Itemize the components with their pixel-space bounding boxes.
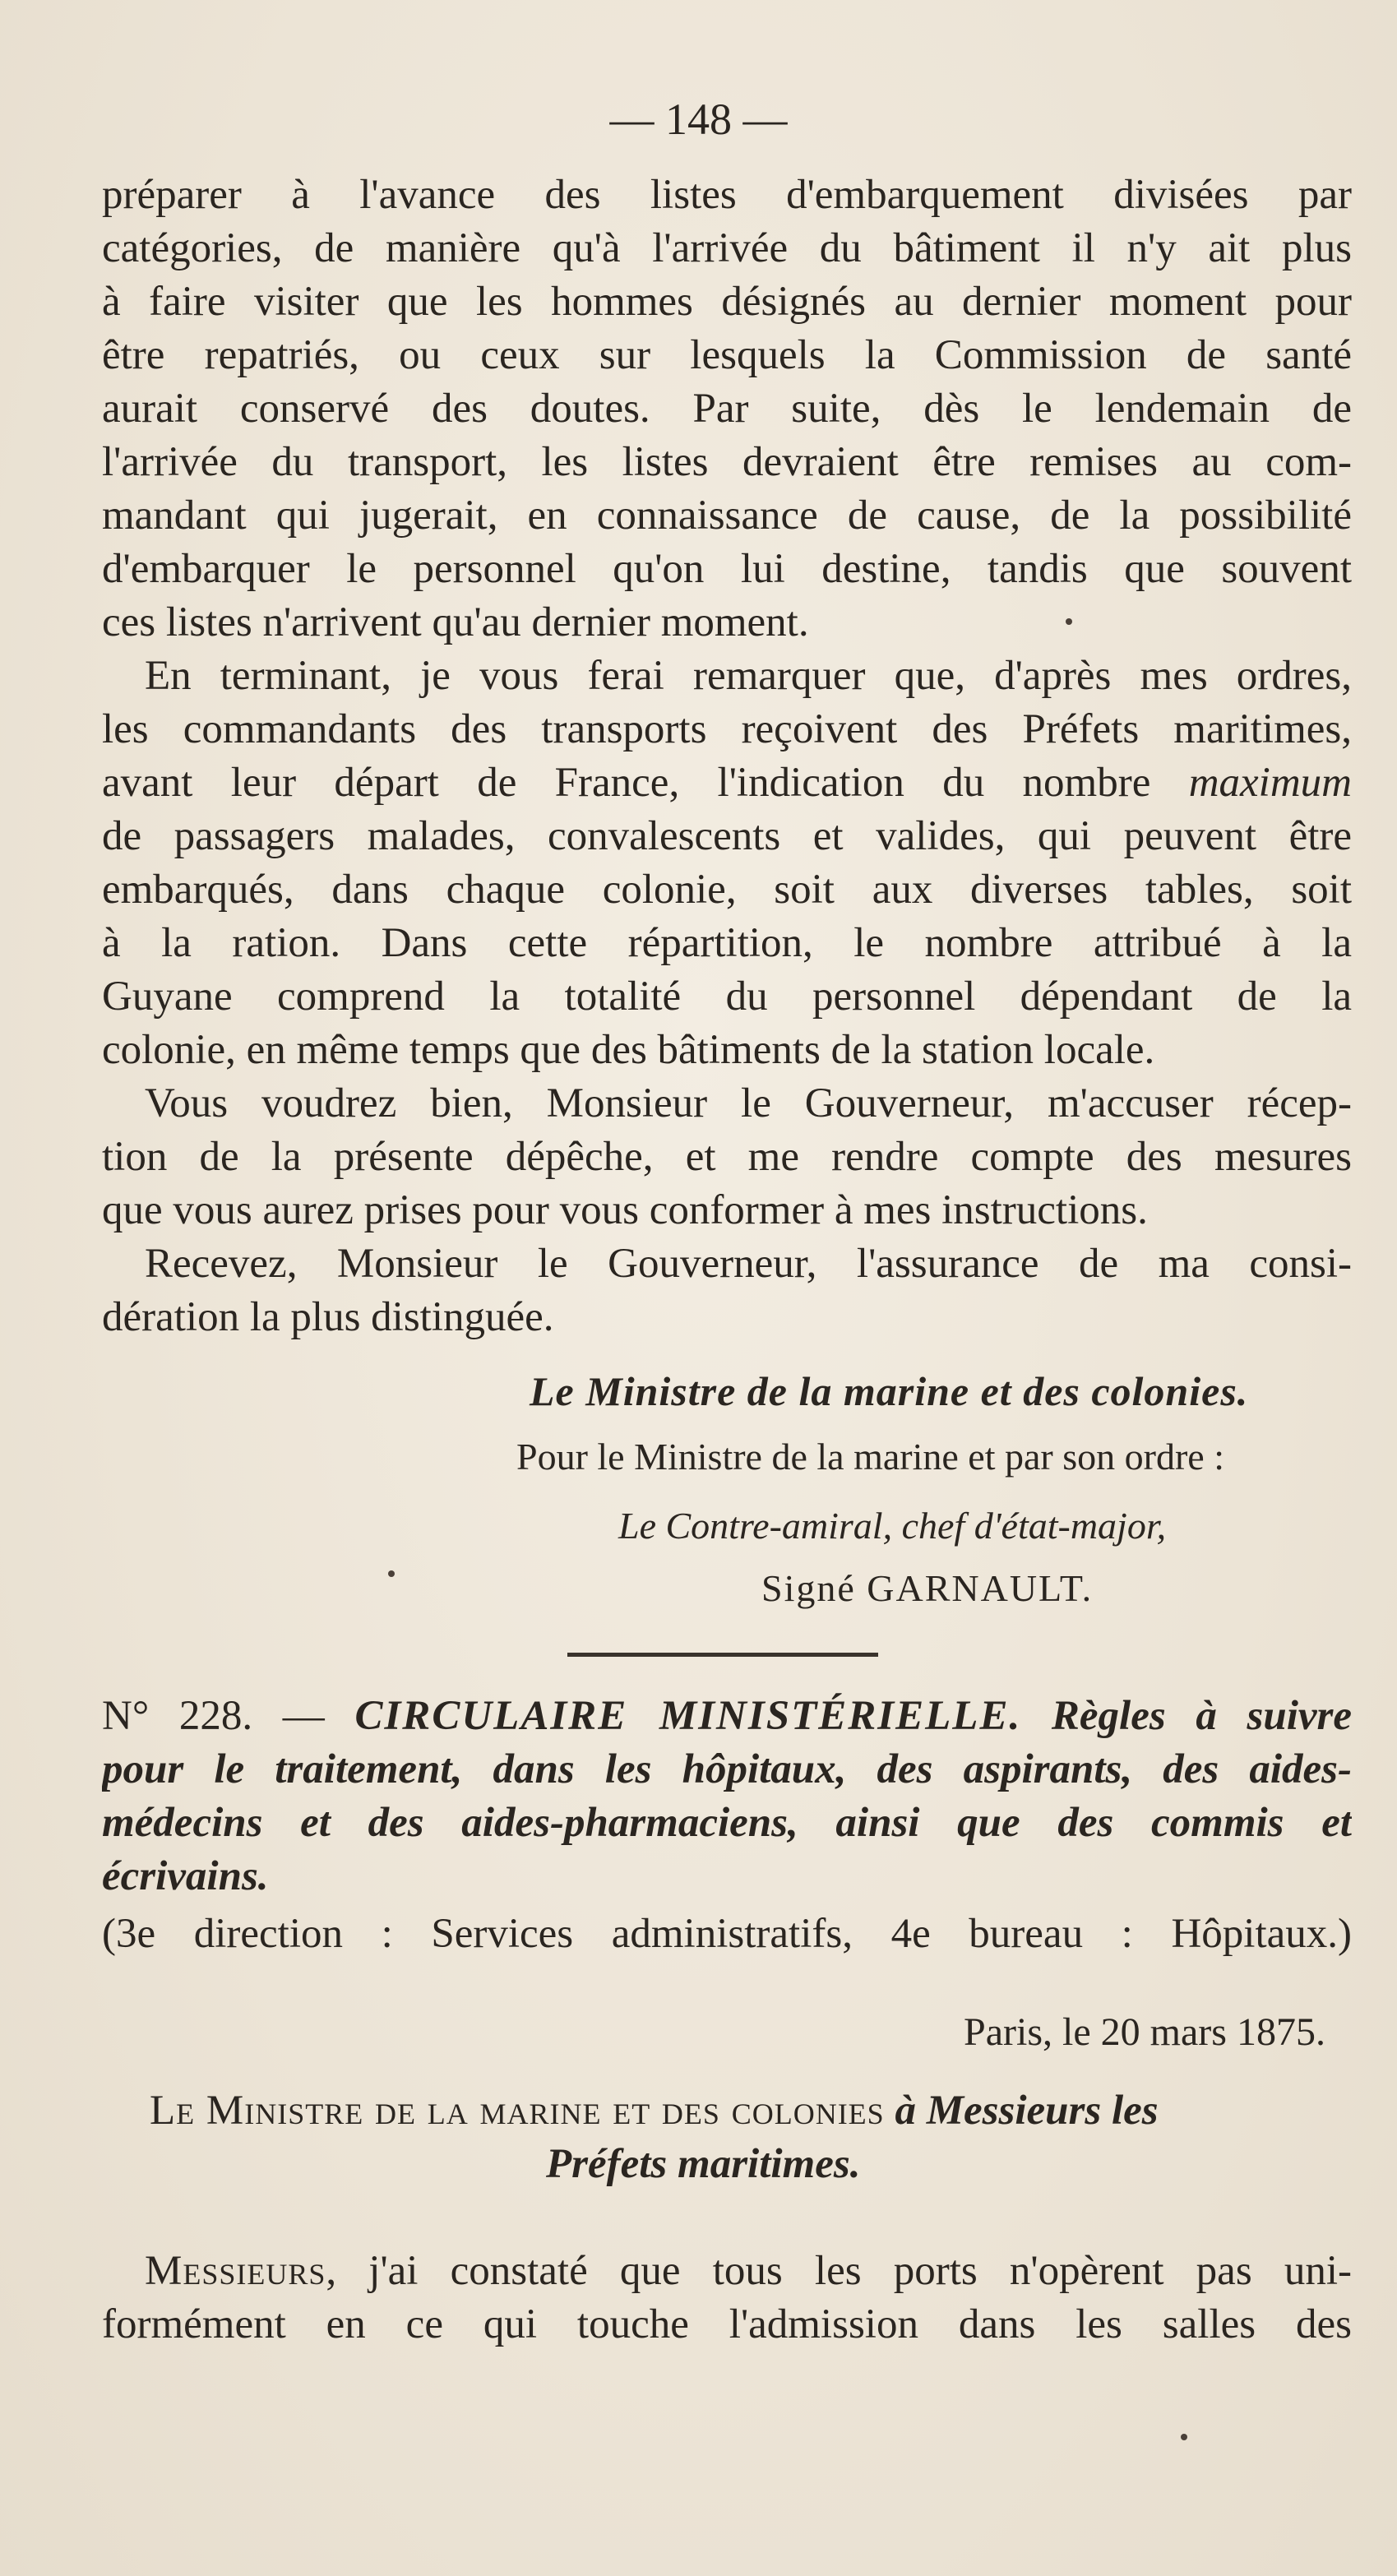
body-line: En terminant, je vous ferai remarquer que, d'après mes ordres, xyxy=(145,653,1352,699)
body-line: préparer à l'avance des listes d'embarquement divisées par xyxy=(102,172,1352,218)
section-divider xyxy=(567,1653,878,1657)
opening-rest: , j'ai constaté que tous les ports n'opèrent pas uni- xyxy=(326,2248,1352,2294)
body-text xyxy=(102,169,1352,1344)
print-speck xyxy=(1181,2434,1187,2440)
body-line-with-italic xyxy=(102,756,1352,810)
circular-number: N° 228. — xyxy=(102,1693,325,1739)
body-line: Guyane comprend la totalité du personnel dépendant de la xyxy=(102,974,1352,1020)
circular-heading xyxy=(102,1690,1352,1903)
circular-subtitle-line: pour le traitement, dans les hôpitaux, des aspirants, des aides- xyxy=(102,1746,1352,1792)
circular-title-line xyxy=(102,1690,1352,1743)
signature-signe: Signé GARNAULT. xyxy=(761,1567,1094,1609)
addressee-line-2: Préfets maritimes. xyxy=(546,2141,861,2187)
signature-contre-amiral: Le Contre-amiral, chef d'état-major, xyxy=(618,1505,1167,1547)
body-line: de passagers malades, convalescents et valides, qui peuvent être xyxy=(102,813,1352,859)
circular-subtitle-line: écrivains. xyxy=(102,1853,269,1899)
body-line: à la ration. Dans cette répartition, le nombre attribué à la xyxy=(102,920,1352,966)
body-line: colonie, en même temps que des bâtiments de la station locale. xyxy=(102,1027,1155,1073)
opening-line-1 xyxy=(102,2245,1352,2298)
body-line: d'embarquer le personnel qu'on lui destine, tandis que souvent xyxy=(102,546,1352,592)
opening-word: Messieurs xyxy=(145,2248,326,2294)
addressee-roman: Le Ministre de la marine et des colonies xyxy=(150,2088,885,2134)
circular-title-rest: Règles à suivre xyxy=(1051,1693,1352,1739)
addressee-a: à xyxy=(895,2088,916,2134)
body-line-text: avant leur départ de France, l'indication du nombre xyxy=(102,760,1151,806)
body-line: mandant qui jugerait, en connaissance de cause, de la possibilité xyxy=(102,493,1352,539)
body-line: tion de la présente dépêche, et me rendre compte des mesures xyxy=(102,1134,1352,1180)
dateline: Paris, le 20 mars 1875. xyxy=(964,2010,1325,2054)
body-line: aurait conservé des doutes. Par suite, dès le lendemain de xyxy=(102,386,1352,432)
addressee xyxy=(102,2084,1352,2191)
circular-title: CIRCULAIRE MINISTÉRIELLE. xyxy=(354,1693,1022,1739)
body-line: l'arrivée du transport, les listes devraient être remises au com- xyxy=(102,439,1352,485)
addressee-line-1 xyxy=(102,2084,1352,2138)
print-speck xyxy=(1066,618,1072,625)
direction-line: (3e direction : Services administratifs, 4e bureau : Hôpitaux.) xyxy=(102,1911,1352,1957)
body-line: embarqués, dans chaque colonie, soit aux diverses tables, soit xyxy=(102,867,1352,913)
body-line: ces listes n'arrivent qu'au dernier moment. xyxy=(102,599,809,645)
body-line: être repatriés, ou ceux sur lesquels la Commission de santé xyxy=(102,332,1352,378)
body-line: Vous voudrez bien, Monsieur le Gouverneur, m'accuser récep- xyxy=(145,1080,1352,1126)
opening-paragraph xyxy=(102,2245,1352,2352)
circular-subtitle-line: médecins et des aides-pharmaciens, ainsi que des commis et xyxy=(102,1800,1352,1846)
opening-line-2: formément en ce qui touche l'admission dans les salles des xyxy=(102,2301,1352,2347)
body-line: catégories, de manière qu'à l'arrivée du bâtiment il n'y ait plus xyxy=(102,225,1352,271)
page-number: — 148 — xyxy=(609,95,788,144)
addressee-messieurs: Messieurs les xyxy=(926,2088,1159,2134)
signature-minister: Le Ministre de la marine et des colonies. xyxy=(530,1368,1249,1414)
body-line: à faire visiter que les hommes désignés au dernier moment pour xyxy=(102,279,1352,325)
body-line: les commandants des transports reçoivent des Préfets maritimes, xyxy=(102,706,1352,752)
maximum-word: maximum xyxy=(1188,760,1352,806)
signature-pour: Pour le Ministre de la marine et par son ordre : xyxy=(516,1436,1224,1478)
print-speck xyxy=(388,1570,395,1577)
body-line: Recevez, Monsieur le Gouverneur, l'assurance de ma consi- xyxy=(145,1241,1352,1287)
body-line: que vous aurez prises pour vous conformer à mes instructions. xyxy=(102,1187,1148,1233)
body-line: dération la plus distinguée. xyxy=(102,1294,554,1340)
